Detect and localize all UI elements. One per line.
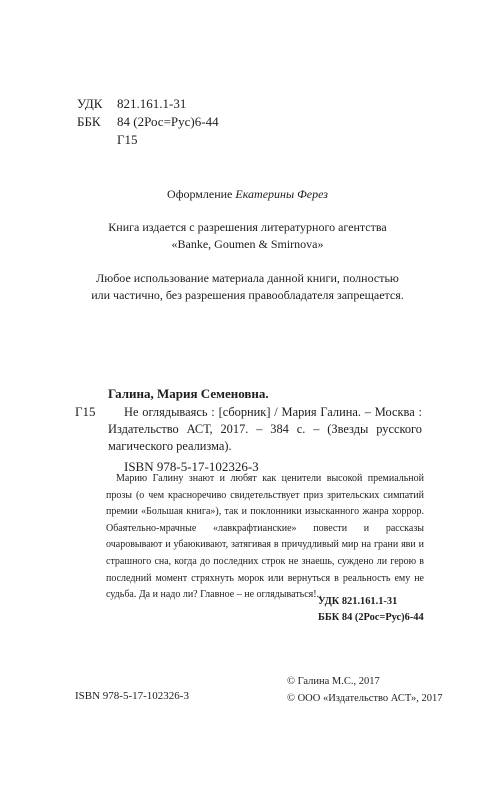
- author-mark-row: [77, 131, 138, 148]
- catalog-description: [108, 404, 422, 455]
- author-mark-value: Г15: [117, 132, 138, 147]
- rights-line-2: или частично, без разрешения правообладателя запрещается.: [91, 288, 404, 302]
- license-line-2: «Banke, Goumen & Smirnova»: [171, 237, 324, 251]
- bbk-label: ББК: [77, 114, 101, 129]
- rights-notice: [60, 270, 435, 304]
- license-line-1: Книга издается с разрешения литературного агентства: [108, 220, 387, 234]
- catalog-bbk-index: ББК 84 (2Рос=Рус)6-44: [318, 612, 424, 623]
- udc-row: [77, 95, 186, 112]
- catalog-isbn: ISBN 978-5-17-102326-3: [124, 459, 259, 474]
- designer-name: Екатерины Ферез: [235, 187, 328, 201]
- rights-line-1: Любое использование материала данной книги, полностью: [96, 271, 399, 285]
- copyright-author: © Галина М.С., 2017: [287, 676, 380, 687]
- design-prefix: Оформление: [167, 187, 236, 201]
- license-notice: [60, 219, 435, 253]
- bbk-value: 84 (2Рос=Рус)6-44: [117, 114, 219, 129]
- catalog-author: Галина, Мария Семеновна.: [108, 386, 269, 401]
- copyright-publisher: © ООО «Издательство АСТ», 2017: [287, 693, 443, 704]
- catalog-code: Г15: [75, 404, 96, 419]
- catalog-description-text: Не оглядываясь : [сборник] / Мария Галина. – Москва : Издательство АСТ, 2017. – 384 с. – (Звезды русского магического реализма).: [108, 405, 422, 453]
- footer-isbn: ISBN 978-5-17-102326-3: [75, 690, 189, 702]
- catalog-udc-index: УДК 821.161.1-31: [318, 596, 398, 607]
- design-credit: [60, 186, 435, 203]
- bbk-row: [77, 113, 219, 130]
- udc-value: 821.161.1-31: [117, 96, 187, 111]
- annotation: Марию Галину знают и любят как ценители высокой премиальной прозы (о чем красноречиво свидетельствует приз зрительских симпатий премии «Большая книга»), так и поклонники изысканного жанра хоррор. Обаятельно-мрачные «лавкрафтианские» повести и рассказы очаровывают и убаюкивают, затягивая в причудливый мир на грани яви и страшного сна, когда до последних строк не знаешь, суждено ли герою в последний момент стряхнуть морок или вернуться в реальность ему не судьба. Да и надо ли? Главное – не оглядываться!..: [106, 473, 424, 601]
- udc-label: УДК: [77, 96, 103, 111]
